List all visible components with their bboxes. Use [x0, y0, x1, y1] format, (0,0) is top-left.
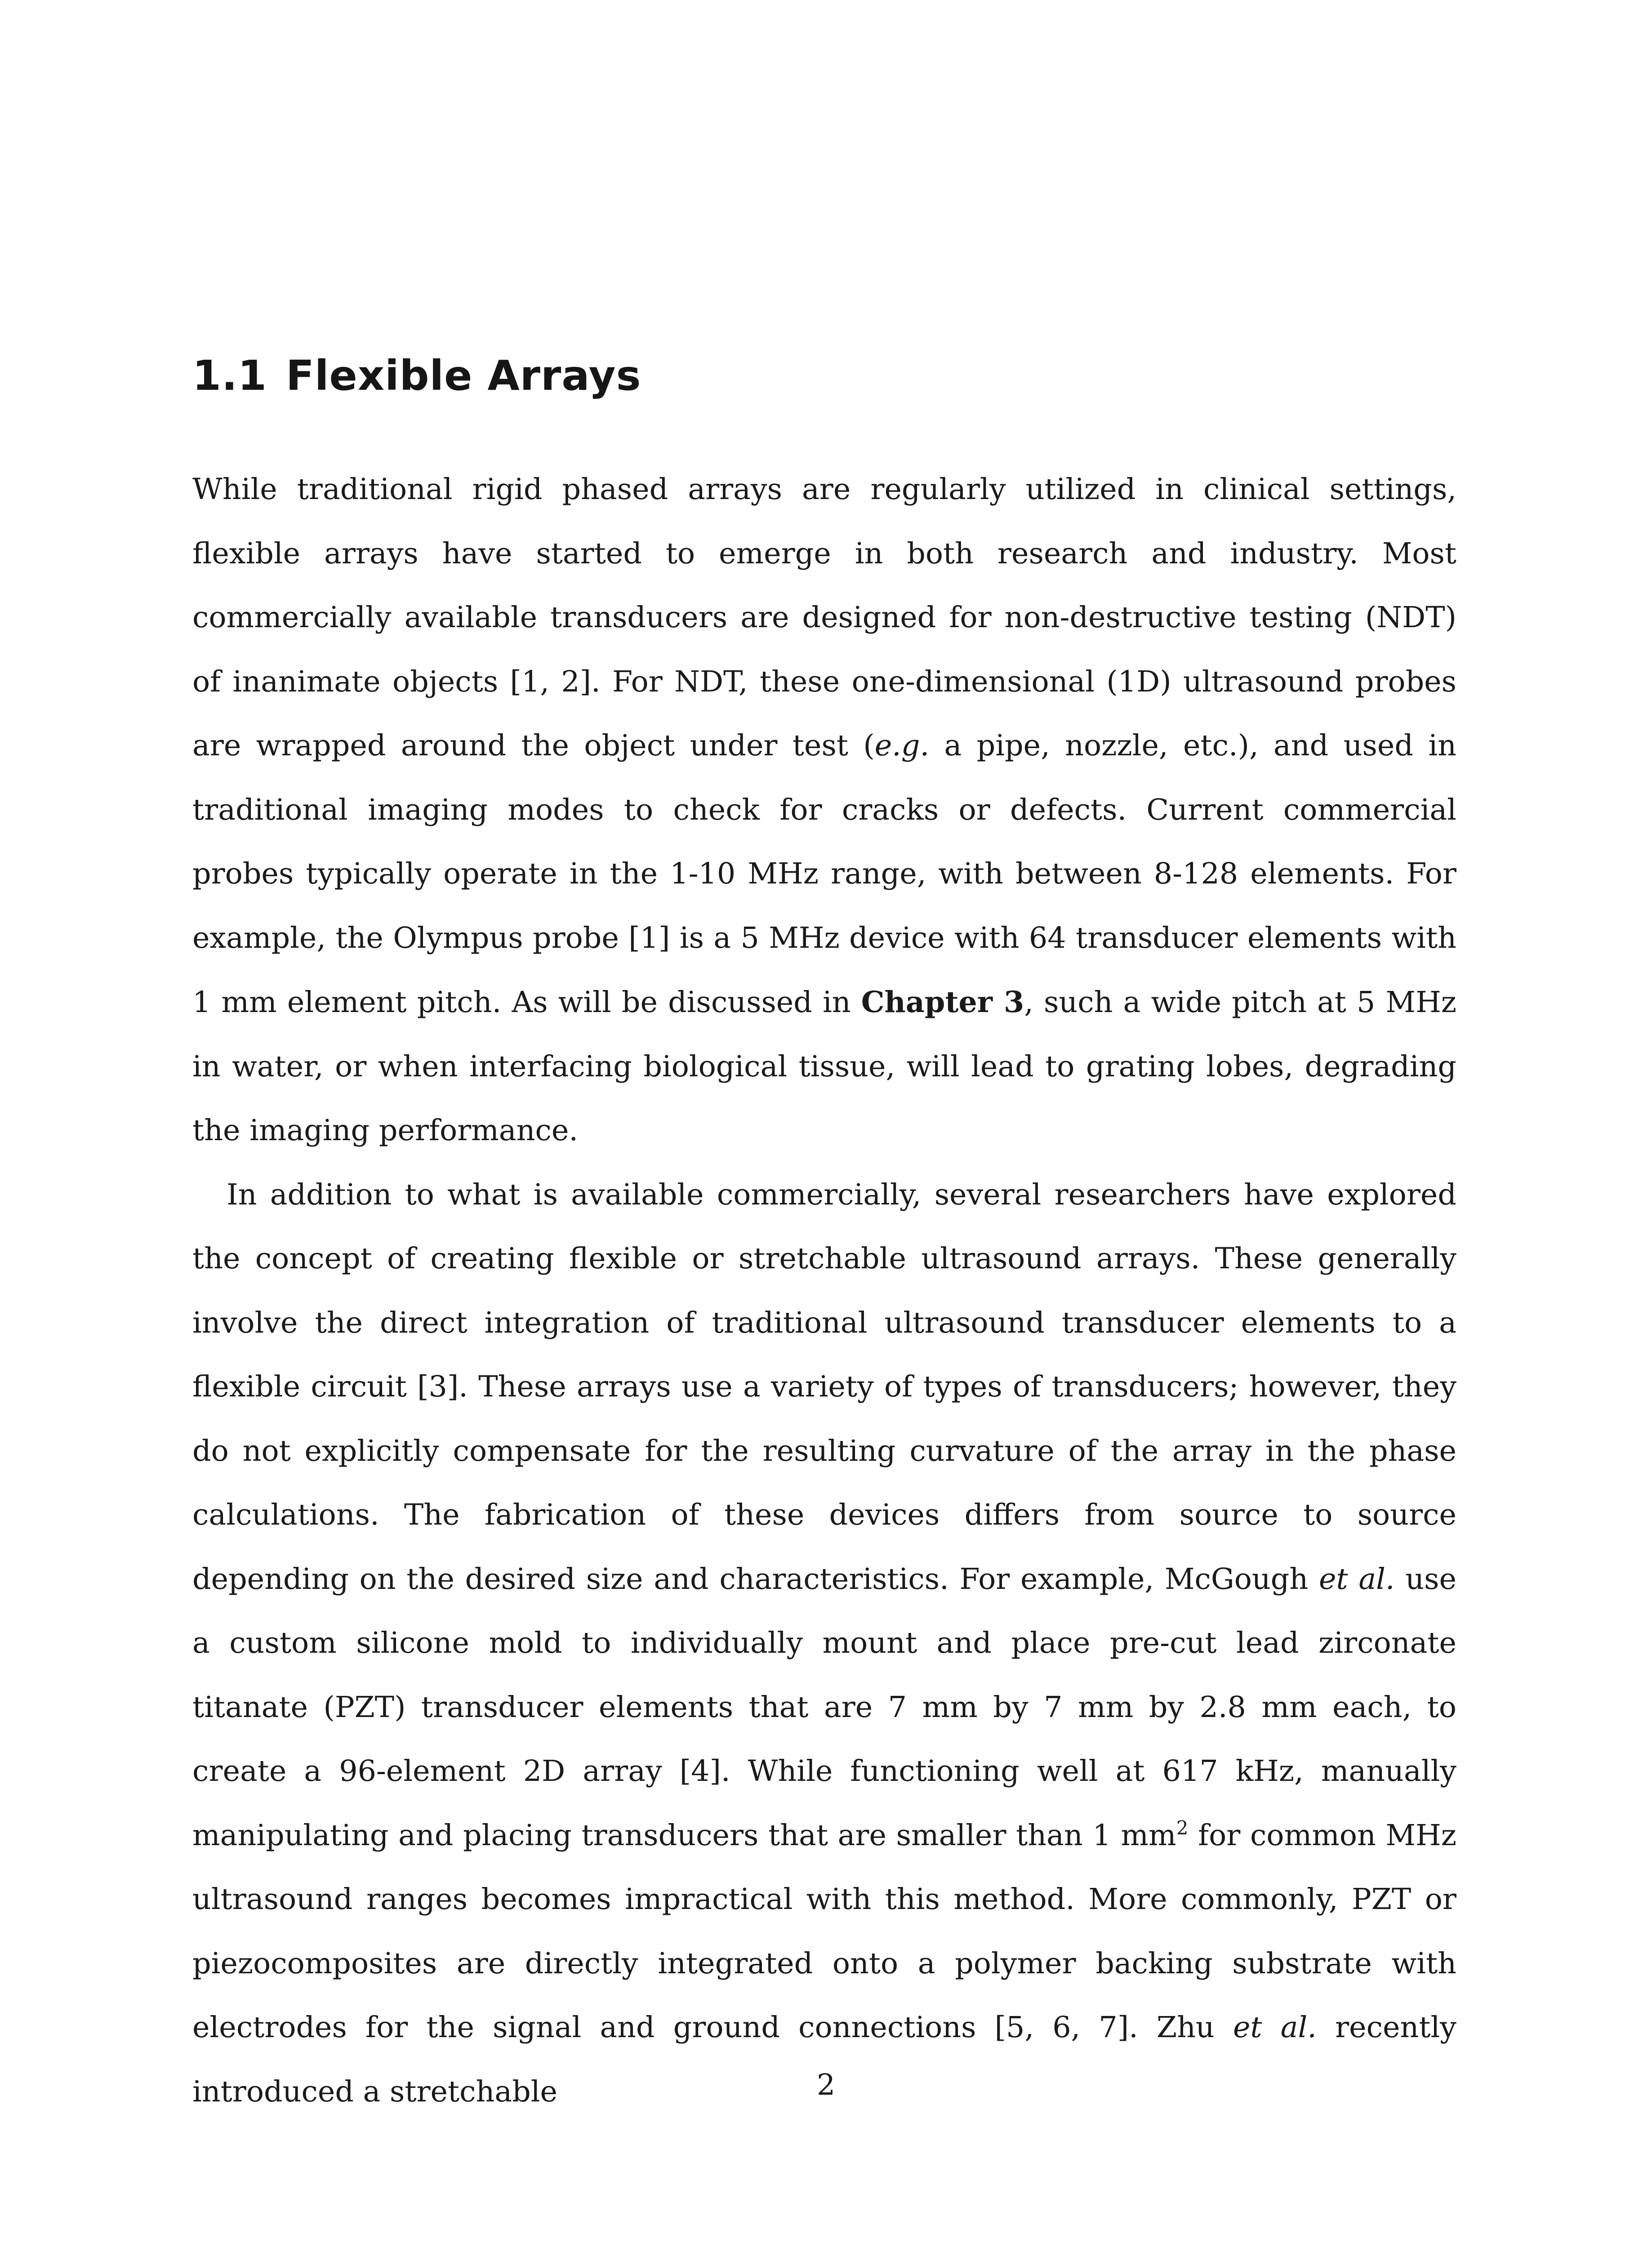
- italic-text: et al.: [1233, 2011, 1317, 2044]
- body-text: [192, 458, 1456, 2124]
- superscript: 2: [1176, 1816, 1189, 1839]
- paragraph-text: , such a wide pitch at 5 MHz in water, or when interfacing biological tissue, will lead to grating lobes, degrading the imaging performance.: [192, 986, 1456, 1147]
- paragraph-text: use a custom silicone mold to individually mount and place pre-cut lead zirconate titanate (PZT) transducer elements that are 7 mm by 7 mm by 2.8 mm each, to create a 96-element 2D array [4]. While functioning well at 617 kHz, manually manipulating and placing transducers that are smaller than 1 mm: [192, 1562, 1457, 1852]
- italic-text: et al.: [1318, 1562, 1395, 1596]
- paragraph-text: While traditional rigid phased arrays are regularly utilized in clinical settings, flexible arrays have started to emerge in both research and industry. Most commercially available transducers are designed for non-destructive testing (NDT) of inanimate objects [1, 2]. For NDT, these one-dimensional (1D) ultrasound probes are wrapped around the object under test (: [192, 473, 1456, 763]
- section-number: 1.1: [192, 352, 267, 400]
- italic-text: e.g.: [874, 729, 930, 763]
- paragraph: [192, 1163, 1456, 2124]
- section-heading: [192, 352, 641, 400]
- section-title: Flexible Arrays: [285, 352, 641, 400]
- page-number: 2: [816, 2068, 836, 2102]
- paragraph-text: recently introduced a stretchable: [192, 2011, 1456, 2109]
- chapter-reference: Chapter 3: [861, 985, 1024, 1019]
- paragraph: [192, 458, 1456, 1163]
- paragraph-text: In addition to what is available commercially, several researchers have explored the concept of creating flexible or stretchable ultrasound arrays. These generally involve the direct integration of traditional ultrasound transducer elements to a flexible circuit [3]. These arrays use a variety of types of transducers; however, they do not explicitly compensate for the resulting curvature of the array in the phase calculations. The fabrication of these devices differs from source to source depending on the desired size and characteristics. For example, McGough: [192, 1178, 1456, 1596]
- paragraph-text: a pipe, nozzle, etc.), and used in traditional imaging modes to check for cracks or defects. Current commercial probes typically operate in the 1-10 MHz range, with between 8-128 elements. For example, the Olympus probe [1] is a 5 MHz device with 64 transducer elements with 1 mm element pitch. As will be discussed in: [192, 729, 1456, 1019]
- paragraph-text: for common MHz ultrasound ranges becomes impractical with this method. More commonly, PZT or piezocomposites are directly integrated onto a polymer backing substrate with electrodes for the signal and ground connections [5, 6, 7]. Zhu: [192, 1818, 1456, 2044]
